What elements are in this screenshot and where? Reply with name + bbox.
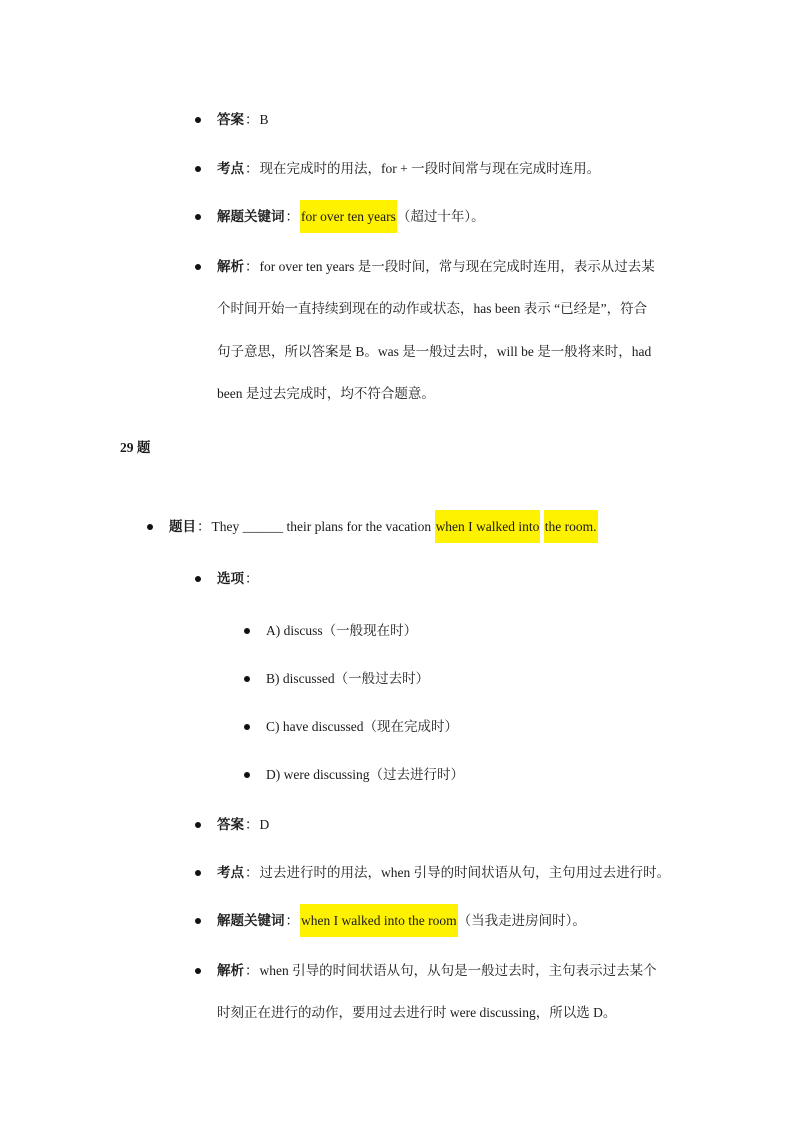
keyword-label: 解题关键词 [217,209,285,224]
colon: ： [245,817,259,832]
bullet-icon [195,264,201,270]
keyword-highlight: when I walked into the room [300,904,458,937]
analysis-text: for over ten years 是一段时间，常与现在完成时连用，表示从过去某 [259,259,655,274]
analysis-label: 解析 [217,259,244,274]
answer-label: 答案 [217,817,244,832]
question-highlight-1: when I walked into [435,510,541,543]
keyword-note: （当我走进房间时）。 [457,913,586,928]
q28-analysis-line-3: 句子意思，所以答案是 B。was 是一般过去时，will be 是一般将来时，had [217,344,652,359]
option-c: C) have discussed（现在完成时） [266,719,458,734]
point-label: 考点 [217,865,244,880]
bullet-icon [195,870,201,876]
answer-value: B [259,112,269,127]
option-d: D) were discussing（过去进行时） [266,767,464,782]
q28-point [217,159,600,179]
q28-analysis-line-1 [217,257,655,277]
q28-analysis-line-2: 个时间开始一直持续到现在的动作或状态，has been 表示 “已经是”，符合 [217,301,648,316]
bullet-icon [195,117,201,123]
colon: ： [197,519,211,534]
q29-question [169,517,598,537]
q29-options-heading [217,569,260,589]
colon: ： [245,161,259,176]
colon: ： [245,571,259,586]
bullet-icon [244,724,250,730]
colon: ： [245,112,259,127]
option-a: A) discuss（一般现在时） [266,623,418,638]
q29-point [217,863,670,883]
question-label: 题目 [169,519,196,534]
colon: ： [245,259,259,274]
keyword-label: 解题关键词 [217,913,285,928]
q29-keyword [217,911,586,931]
q29-analysis-line-1 [217,961,657,981]
point-label: 考点 [217,161,244,176]
question-highlight-2: the room. [544,510,598,543]
colon: ： [285,209,299,224]
bullet-icon [244,772,250,778]
bullet-icon [147,524,153,530]
answer-value: D [259,817,270,832]
bullet-icon [195,576,201,582]
q28-answer [217,110,269,130]
point-text: 现在完成时的用法，for + 一段时间常与现在完成时连用。 [259,161,601,176]
q29-answer [217,815,269,835]
analysis-text: when 引导的时间状语从句，从句是一般过去时，主句表示过去某个 [259,963,657,978]
question-text: They ______ their plans for the vacation [211,519,435,534]
analysis-label: 解析 [217,963,244,978]
colon: ： [285,913,299,928]
q28-analysis-line-4: been 是过去完成时，均不符合题意。 [217,386,435,401]
bullet-icon [244,676,250,682]
answer-label: 答案 [217,112,244,127]
q29-analysis-line-2: 时刻正在进行的动作，要用过去进行时 were discussing，所以选 D。 [217,1005,617,1020]
options-label: 选项 [217,571,244,586]
bullet-icon [244,628,250,634]
question-heading: 29 题 [120,440,151,455]
colon: ： [245,963,259,978]
keyword-highlight: for over ten years [300,200,397,233]
colon: ： [245,865,259,880]
bullet-icon [195,918,201,924]
q28-keyword [217,207,485,227]
option-b: B) discussed（一般过去时） [266,671,430,686]
bullet-icon [195,166,201,172]
bullet-icon [195,214,201,220]
bullet-icon [195,968,201,974]
point-text: 过去进行时的用法，when 引导的时间状语从句，主句用过去进行时。 [259,865,671,880]
keyword-note: （超过十年）。 [396,209,485,224]
bullet-icon [195,822,201,828]
